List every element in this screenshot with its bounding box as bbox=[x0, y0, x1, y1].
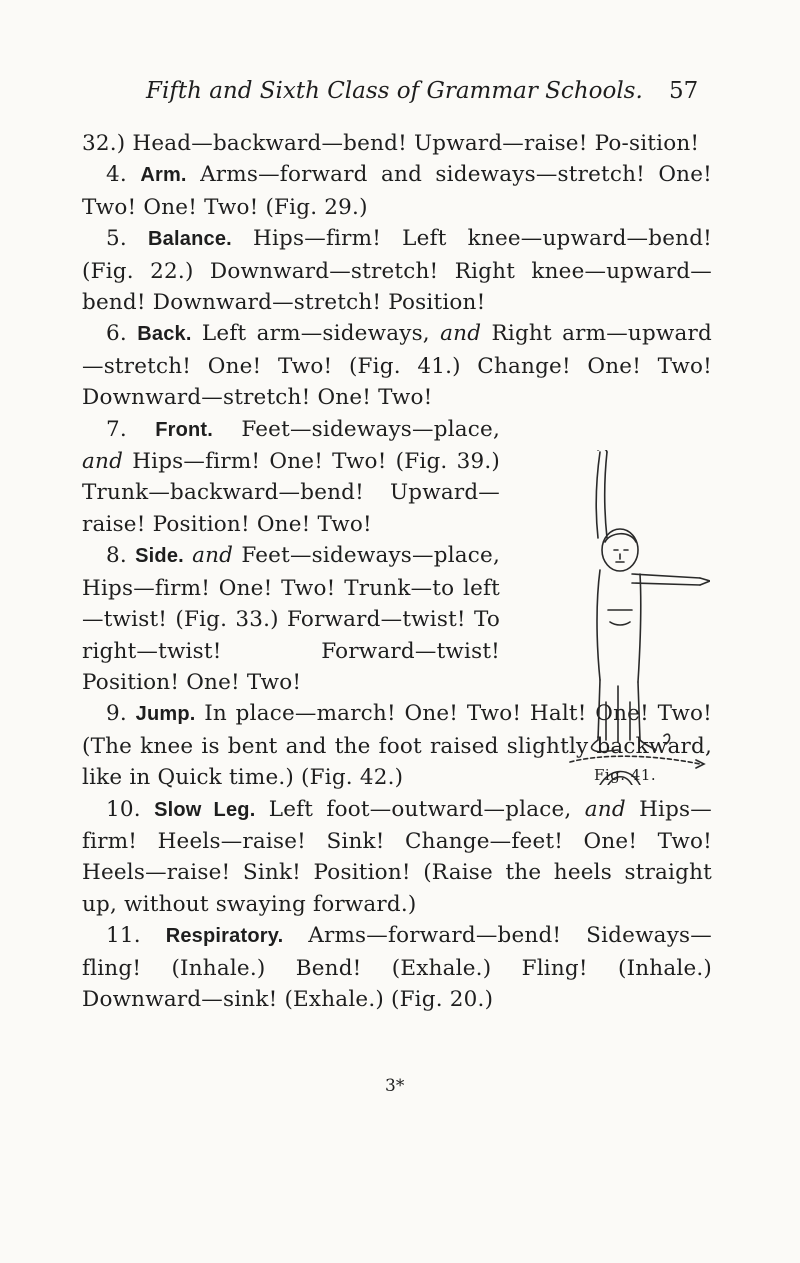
exercise-label: Slow Leg. bbox=[154, 798, 256, 821]
page-number: 57 bbox=[669, 78, 699, 104]
exercise-label: Front. bbox=[155, 418, 214, 441]
paragraph-side: 8. Side. and Feet—sideways—place, Hips—firm! One! Two! Trunk—to left—twist! (Fig. 33.) Forward—twist! To right—twist! Forward—twist! Position! One! Two! bbox=[82, 543, 500, 695]
exercise-label: Back. bbox=[137, 323, 192, 346]
signature-mark: 3* bbox=[385, 1076, 405, 1096]
running-title: Fifth and Sixth Class of Grammar Schools. bbox=[146, 78, 643, 104]
paragraph-back: 6. Back. Left arm—sideways, and Right arm—upward—stretch! One! Two! (Fig. 41.) Change! One! Two! Downward—stretch! One! Two! bbox=[82, 321, 712, 411]
figure-caption: Fig. 41. bbox=[594, 766, 657, 784]
gymnast-figure-icon bbox=[560, 450, 710, 785]
exercise-label: Jump. bbox=[135, 703, 196, 726]
paragraph-slow-leg: 10. Slow Leg. Left foot—outward—place, and Hips—firm! Heels—raise! Sink! Change—feet! One! Two! Heels—raise! Sink! Position! (Raise the heels straight up, without swaying forward.) bbox=[82, 796, 712, 917]
paragraph-jump: 9. Jump. In place—march! One! Two! Halt! One! Two! (The knee is bent and the foot raised slightly backward, like in Quick time.) (Fig. 42.) bbox=[82, 701, 712, 791]
paragraph-front: 7. Front. Feet—sideways—place, and Hips—firm! One! Two! (Fig. 39.) Trunk—backward—bend! Upward—raise! Position! One! Two! bbox=[82, 416, 500, 537]
paragraph-32: 32.) Head—backward—bend! Upward—raise! Po-sition! bbox=[82, 131, 700, 156]
exercise-label: Respiratory. bbox=[165, 925, 284, 948]
exercise-label: Balance. bbox=[148, 228, 232, 251]
paragraph-arm: 4. Arm. Arms—forward and sideways—stretch! One! Two! One! Two! (Fig. 29.) bbox=[82, 162, 712, 220]
figure-41-illustration bbox=[560, 450, 710, 785]
paragraph-balance: 5. Balance. Hips—firm! Left knee—upward—bend! (Fig. 22.) Downward—stretch! Right knee—upward—bend! Downward—stretch! Position! bbox=[82, 226, 712, 316]
paragraph-respiratory: 11. Respiratory. Arms—forward—bend! Sideways—fling! (Inhale.) Bend! (Exhale.) Fling! (Inhale.) Downward—sink! (Exhale.) (Fig. 20.) bbox=[82, 923, 712, 1012]
exercise-label: Arm. bbox=[140, 164, 187, 187]
running-head bbox=[0, 78, 800, 108]
exercise-label: Side. bbox=[135, 545, 184, 568]
